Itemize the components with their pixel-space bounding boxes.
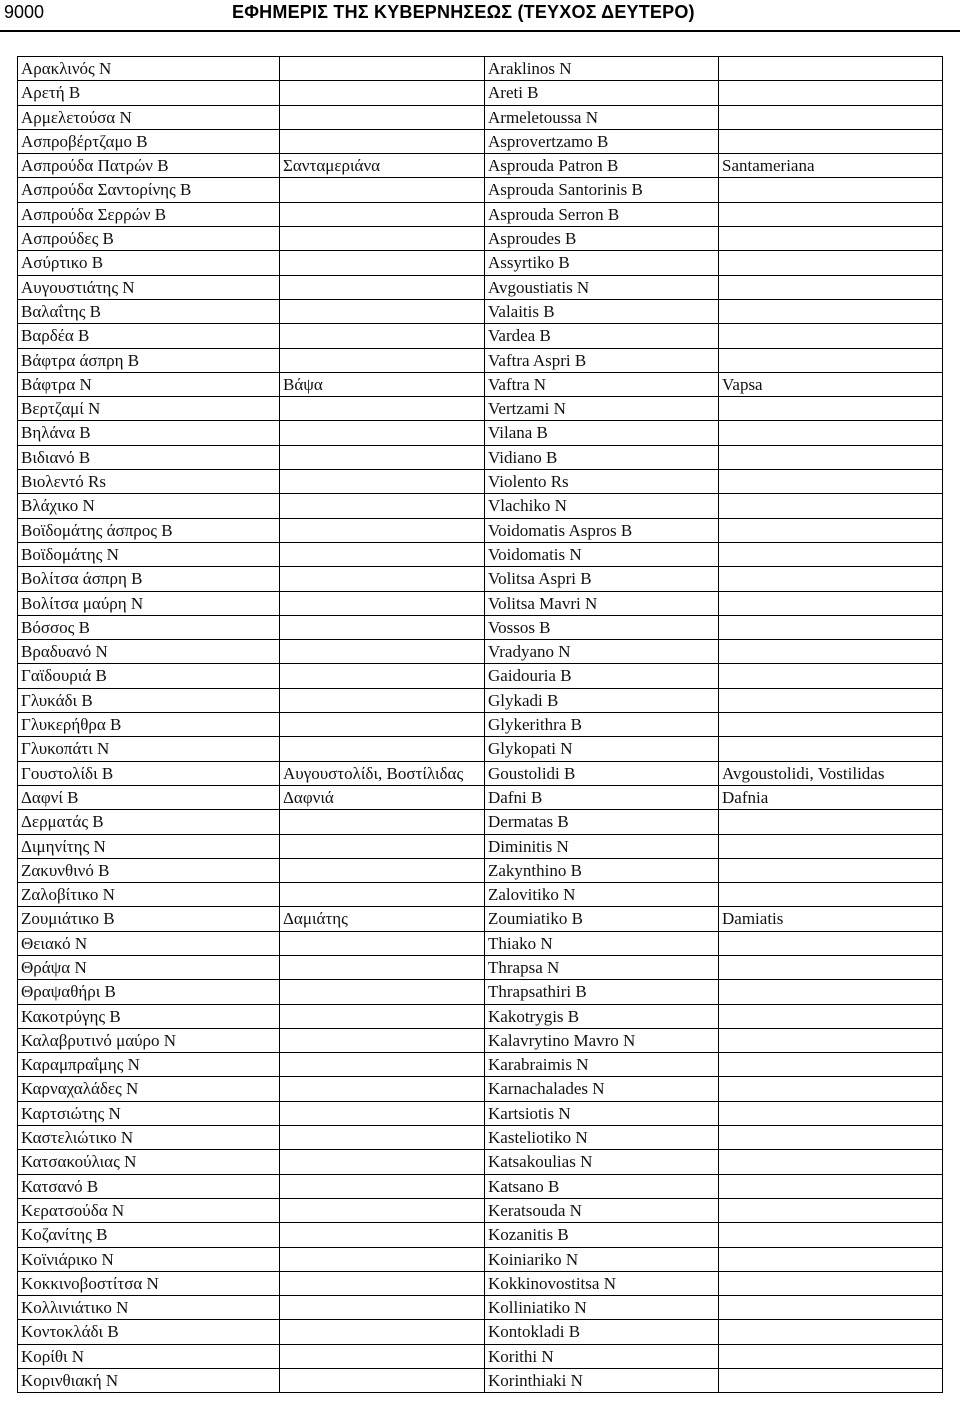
- latin-synonym-cell: [719, 494, 943, 518]
- greek-synonym-cell: [280, 737, 485, 761]
- greek-synonym-cell: [280, 202, 485, 226]
- latin-name-cell: Vlachiko N: [485, 494, 719, 518]
- table-row: [18, 1028, 943, 1052]
- latin-synonym-cell: [719, 81, 943, 105]
- page-header: [0, 0, 960, 30]
- latin-name-cell: Zoumiatiko B: [485, 907, 719, 931]
- table-row: [18, 324, 943, 348]
- greek-name-cell: Βιδιανό Β: [18, 445, 280, 469]
- latin-synonym-cell: [719, 834, 943, 858]
- greek-synonym-cell: [280, 567, 485, 591]
- table-row: [18, 275, 943, 299]
- greek-name-cell: Βόσσος Β: [18, 615, 280, 639]
- greek-name-cell: Βαρδέα Β: [18, 324, 280, 348]
- latin-name-cell: Thiako N: [485, 931, 719, 955]
- table-row: [18, 518, 943, 542]
- latin-synonym-cell: [719, 421, 943, 445]
- grape-varieties-table: [17, 56, 943, 1393]
- greek-synonym-cell: [280, 445, 485, 469]
- greek-synonym-cell: [280, 980, 485, 1004]
- greek-name-cell: Γλυκάδι Β: [18, 688, 280, 712]
- greek-name-cell: Βλάχικο Ν: [18, 494, 280, 518]
- latin-name-cell: Voidomatis Aspros B: [485, 518, 719, 542]
- latin-synonym-cell: [719, 105, 943, 129]
- greek-synonym-cell: [280, 1101, 485, 1125]
- latin-synonym-cell: [719, 955, 943, 979]
- greek-synonym-cell: [280, 931, 485, 955]
- latin-name-cell: Diminitis N: [485, 834, 719, 858]
- table-row: [18, 1369, 943, 1393]
- latin-name-cell: Vidiano B: [485, 445, 719, 469]
- latin-name-cell: Vertzami N: [485, 397, 719, 421]
- latin-name-cell: Zalovitiko N: [485, 883, 719, 907]
- greek-synonym-cell: [280, 1344, 485, 1368]
- latin-name-cell: Koiniariko N: [485, 1247, 719, 1271]
- greek-synonym-cell: [280, 251, 485, 275]
- greek-synonym-cell: [280, 397, 485, 421]
- latin-synonym-cell: [719, 348, 943, 372]
- latin-synonym-cell: [719, 1344, 943, 1368]
- greek-name-cell: Κερατσούδα Ν: [18, 1198, 280, 1222]
- greek-synonym-cell: [280, 1077, 485, 1101]
- greek-name-cell: Βάφτρα άσπρη Β: [18, 348, 280, 372]
- latin-name-cell: Kokkinovostitsa N: [485, 1271, 719, 1295]
- greek-name-cell: Καστελιώτικο Ν: [18, 1126, 280, 1150]
- greek-synonym-cell: Δαφνιά: [280, 785, 485, 809]
- latin-synonym-cell: [719, 57, 943, 81]
- table-row: [18, 57, 943, 81]
- latin-synonym-cell: [719, 470, 943, 494]
- latin-synonym-cell: [719, 567, 943, 591]
- table-row: [18, 883, 943, 907]
- table-row: [18, 421, 943, 445]
- latin-name-cell: Kalavrytino Mavro N: [485, 1028, 719, 1052]
- latin-name-cell: Keratsouda N: [485, 1198, 719, 1222]
- latin-synonym-cell: [719, 1369, 943, 1393]
- greek-name-cell: Ασύρτικο Β: [18, 251, 280, 275]
- table-row: [18, 1296, 943, 1320]
- greek-synonym-cell: [280, 1247, 485, 1271]
- latin-name-cell: Assyrtiko B: [485, 251, 719, 275]
- latin-name-cell: Dafni B: [485, 785, 719, 809]
- latin-synonym-cell: [719, 858, 943, 882]
- latin-name-cell: Korinthiaki N: [485, 1369, 719, 1393]
- latin-synonym-cell: [719, 737, 943, 761]
- greek-synonym-cell: [280, 640, 485, 664]
- table-row: [18, 640, 943, 664]
- table-row: [18, 542, 943, 566]
- latin-name-cell: Dermatas B: [485, 810, 719, 834]
- greek-synonym-cell: [280, 664, 485, 688]
- latin-synonym-cell: [719, 1004, 943, 1028]
- table-row: [18, 567, 943, 591]
- greek-synonym-cell: [280, 348, 485, 372]
- greek-synonym-cell: Βάψα: [280, 372, 485, 396]
- table-row: [18, 299, 943, 323]
- table-row: [18, 1223, 943, 1247]
- table-body: [18, 57, 943, 1393]
- latin-name-cell: Karnachalades N: [485, 1077, 719, 1101]
- latin-name-cell: Katsakoulias N: [485, 1150, 719, 1174]
- greek-name-cell: Αρακλινός Ν: [18, 57, 280, 81]
- latin-name-cell: Korithi N: [485, 1344, 719, 1368]
- latin-name-cell: Vossos B: [485, 615, 719, 639]
- page-number: 9000: [4, 2, 45, 22]
- latin-name-cell: Vaftra N: [485, 372, 719, 396]
- table-row: [18, 980, 943, 1004]
- latin-name-cell: Asprouda Santorinis B: [485, 178, 719, 202]
- latin-synonym-cell: [719, 980, 943, 1004]
- greek-name-cell: Κακοτρύγης Β: [18, 1004, 280, 1028]
- latin-synonym-cell: [719, 640, 943, 664]
- latin-synonym-cell: [719, 445, 943, 469]
- greek-name-cell: Καρναχαλάδες Ν: [18, 1077, 280, 1101]
- greek-synonym-cell: [280, 1320, 485, 1344]
- greek-name-cell: Ζαλοβίτικο Ν: [18, 883, 280, 907]
- greek-name-cell: Θειακό Ν: [18, 931, 280, 955]
- table-row: [18, 1344, 943, 1368]
- latin-synonym-cell: [719, 1174, 943, 1198]
- greek-synonym-cell: [280, 1028, 485, 1052]
- table-row: [18, 372, 943, 396]
- greek-name-cell: Αυγουστιάτης Ν: [18, 275, 280, 299]
- table-row: [18, 810, 943, 834]
- greek-name-cell: Βοϊδομάτης Ν: [18, 542, 280, 566]
- table-row: [18, 81, 943, 105]
- greek-synonym-cell: [280, 105, 485, 129]
- table-row: [18, 713, 943, 737]
- greek-synonym-cell: [280, 810, 485, 834]
- latin-synonym-cell: [719, 518, 943, 542]
- latin-synonym-cell: [719, 1198, 943, 1222]
- greek-synonym-cell: [280, 324, 485, 348]
- greek-name-cell: Ζουμιάτικο Β: [18, 907, 280, 931]
- greek-synonym-cell: [280, 57, 485, 81]
- greek-name-cell: Βαλαΐτης Β: [18, 299, 280, 323]
- latin-synonym-cell: [719, 664, 943, 688]
- latin-synonym-cell: [719, 810, 943, 834]
- latin-synonym-cell: [719, 324, 943, 348]
- latin-name-cell: Avgoustiatis N: [485, 275, 719, 299]
- table-row: [18, 858, 943, 882]
- greek-synonym-cell: [280, 1223, 485, 1247]
- greek-name-cell: Κατσακούλιας Ν: [18, 1150, 280, 1174]
- greek-synonym-cell: Δαμιάτης: [280, 907, 485, 931]
- greek-name-cell: Δαφνί Β: [18, 785, 280, 809]
- greek-name-cell: Κοζανίτης Β: [18, 1223, 280, 1247]
- greek-synonym-cell: [280, 688, 485, 712]
- greek-name-cell: Βοϊδομάτης άσπρος Β: [18, 518, 280, 542]
- greek-name-cell: Ζακυνθινό Β: [18, 858, 280, 882]
- greek-synonym-cell: [280, 858, 485, 882]
- latin-name-cell: Glykerithra B: [485, 713, 719, 737]
- greek-synonym-cell: [280, 1150, 485, 1174]
- latin-name-cell: Kolliniatiko N: [485, 1296, 719, 1320]
- greek-synonym-cell: [280, 955, 485, 979]
- latin-name-cell: Araklinos N: [485, 57, 719, 81]
- greek-synonym-cell: [280, 1271, 485, 1295]
- latin-name-cell: Kontokladi B: [485, 1320, 719, 1344]
- latin-synonym-cell: [719, 1053, 943, 1077]
- table-row: [18, 1077, 943, 1101]
- table-row: [18, 1198, 943, 1222]
- latin-name-cell: Goustolidi B: [485, 761, 719, 785]
- greek-name-cell: Γαϊδουριά Β: [18, 664, 280, 688]
- latin-synonym-cell: Damiatis: [719, 907, 943, 931]
- latin-synonym-cell: [719, 129, 943, 153]
- table-row: [18, 1101, 943, 1125]
- latin-name-cell: Kartsiotis N: [485, 1101, 719, 1125]
- greek-name-cell: Αρμελετούσα Ν: [18, 105, 280, 129]
- latin-synonym-cell: [719, 202, 943, 226]
- greek-name-cell: Διμηνίτης Ν: [18, 834, 280, 858]
- table-row: [18, 178, 943, 202]
- latin-name-cell: Areti B: [485, 81, 719, 105]
- greek-synonym-cell: [280, 713, 485, 737]
- table-row: [18, 494, 943, 518]
- latin-synonym-cell: [719, 275, 943, 299]
- greek-name-cell: Γλυκερήθρα Β: [18, 713, 280, 737]
- greek-name-cell: Καλαβρυτινό μαύρο Ν: [18, 1028, 280, 1052]
- latin-synonym-cell: [719, 615, 943, 639]
- greek-name-cell: Βιολεντό Rs: [18, 470, 280, 494]
- greek-synonym-cell: [280, 421, 485, 445]
- greek-name-cell: Καραμπραΐμης Ν: [18, 1053, 280, 1077]
- greek-synonym-cell: [280, 275, 485, 299]
- latin-name-cell: Kozanitis B: [485, 1223, 719, 1247]
- latin-synonym-cell: [719, 542, 943, 566]
- latin-synonym-cell: [719, 1320, 943, 1344]
- greek-synonym-cell: [280, 834, 485, 858]
- latin-name-cell: Valaitis B: [485, 299, 719, 323]
- greek-synonym-cell: [280, 1296, 485, 1320]
- latin-name-cell: Vradyano N: [485, 640, 719, 664]
- table-row: [18, 688, 943, 712]
- greek-name-cell: Βολίτσα άσπρη Β: [18, 567, 280, 591]
- greek-name-cell: Βραδυανό Ν: [18, 640, 280, 664]
- greek-name-cell: Ασπρούδα Σαντορίνης Β: [18, 178, 280, 202]
- latin-name-cell: Katsano B: [485, 1174, 719, 1198]
- table-row: [18, 1174, 943, 1198]
- latin-synonym-cell: Avgoustolidi, Vostilidas: [719, 761, 943, 785]
- latin-name-cell: Karabraimis N: [485, 1053, 719, 1077]
- latin-name-cell: Glykadi B: [485, 688, 719, 712]
- latin-synonym-cell: [719, 1223, 943, 1247]
- greek-name-cell: Βάφτρα Ν: [18, 372, 280, 396]
- greek-name-cell: Κοϊνιάρικο Ν: [18, 1247, 280, 1271]
- table-row: [18, 445, 943, 469]
- greek-synonym-cell: [280, 299, 485, 323]
- greek-synonym-cell: [280, 542, 485, 566]
- table-row: [18, 834, 943, 858]
- greek-name-cell: Θράψα Ν: [18, 955, 280, 979]
- latin-name-cell: Thrapsa N: [485, 955, 719, 979]
- table-row: [18, 785, 943, 809]
- latin-name-cell: Kasteliotiko N: [485, 1126, 719, 1150]
- table-row: [18, 907, 943, 931]
- latin-name-cell: Asprouda Patron B: [485, 154, 719, 178]
- table-row: [18, 1126, 943, 1150]
- table-row: [18, 955, 943, 979]
- latin-synonym-cell: [719, 1028, 943, 1052]
- greek-name-cell: Βερτζαμί Ν: [18, 397, 280, 421]
- latin-name-cell: Kakotrygis B: [485, 1004, 719, 1028]
- greek-synonym-cell: [280, 129, 485, 153]
- latin-name-cell: Thrapsathiri B: [485, 980, 719, 1004]
- gazette-title: ΕΦΗΜΕΡΙΣ ΤΗΣ ΚΥΒΕΡΝΗΣΕΩΣ (ΤΕΥΧΟΣ ΔΕΥΤΕΡΟ): [232, 2, 695, 22]
- table-row: [18, 1271, 943, 1295]
- table-row: [18, 931, 943, 955]
- table-row: [18, 129, 943, 153]
- latin-synonym-cell: [719, 178, 943, 202]
- latin-name-cell: Violento Rs: [485, 470, 719, 494]
- greek-synonym-cell: [280, 227, 485, 251]
- latin-synonym-cell: [719, 251, 943, 275]
- table-row: [18, 154, 943, 178]
- latin-synonym-cell: [719, 397, 943, 421]
- table-row: [18, 470, 943, 494]
- latin-synonym-cell: [719, 931, 943, 955]
- greek-synonym-cell: [280, 1369, 485, 1393]
- latin-name-cell: Volitsa Mavri N: [485, 591, 719, 615]
- latin-synonym-cell: [719, 1271, 943, 1295]
- latin-synonym-cell: [719, 1077, 943, 1101]
- latin-name-cell: Armeletoussa N: [485, 105, 719, 129]
- table-row: [18, 737, 943, 761]
- greek-name-cell: Θραψαθήρι Β: [18, 980, 280, 1004]
- greek-synonym-cell: [280, 591, 485, 615]
- table-row: [18, 348, 943, 372]
- greek-name-cell: Αρετή Β: [18, 81, 280, 105]
- table-row: [18, 664, 943, 688]
- table-row: [18, 202, 943, 226]
- latin-synonym-cell: [719, 1101, 943, 1125]
- greek-synonym-cell: [280, 1004, 485, 1028]
- latin-synonym-cell: [719, 299, 943, 323]
- latin-synonym-cell: Santameriana: [719, 154, 943, 178]
- greek-synonym-cell: [280, 1053, 485, 1077]
- greek-synonym-cell: [280, 615, 485, 639]
- latin-synonym-cell: [719, 688, 943, 712]
- greek-synonym-cell: Αυγουστολίδι, Βοστίλιδας: [280, 761, 485, 785]
- greek-synonym-cell: [280, 470, 485, 494]
- latin-synonym-cell: [719, 1296, 943, 1320]
- greek-name-cell: Κοκκινοβοστίτσα Ν: [18, 1271, 280, 1295]
- latin-synonym-cell: Vapsa: [719, 372, 943, 396]
- greek-synonym-cell: [280, 178, 485, 202]
- greek-synonym-cell: Σανταμεριάνα: [280, 154, 485, 178]
- greek-name-cell: Κορινθιακή Ν: [18, 1369, 280, 1393]
- latin-name-cell: Vaftra Aspri B: [485, 348, 719, 372]
- latin-name-cell: Vilana B: [485, 421, 719, 445]
- greek-name-cell: Γλυκοπάτι Ν: [18, 737, 280, 761]
- greek-synonym-cell: [280, 518, 485, 542]
- latin-synonym-cell: [719, 1150, 943, 1174]
- greek-synonym-cell: [280, 1174, 485, 1198]
- latin-synonym-cell: [719, 591, 943, 615]
- greek-name-cell: Ασπροβέρτζαμο Β: [18, 129, 280, 153]
- table-row: [18, 251, 943, 275]
- latin-name-cell: Zakynthino B: [485, 858, 719, 882]
- table-row: [18, 1320, 943, 1344]
- latin-name-cell: Asprouda Serron B: [485, 202, 719, 226]
- table-row: [18, 397, 943, 421]
- greek-name-cell: Κολλινιάτικο Ν: [18, 1296, 280, 1320]
- greek-name-cell: Κορίθι Ν: [18, 1344, 280, 1368]
- latin-name-cell: Asprovertzamo B: [485, 129, 719, 153]
- greek-name-cell: Καρτσιώτης Ν: [18, 1101, 280, 1125]
- greek-synonym-cell: [280, 1198, 485, 1222]
- greek-name-cell: Βολίτσα μαύρη Ν: [18, 591, 280, 615]
- greek-name-cell: Ασπρούδα Σερρών Β: [18, 202, 280, 226]
- table-row: [18, 1004, 943, 1028]
- latin-name-cell: Vardea B: [485, 324, 719, 348]
- greek-synonym-cell: [280, 883, 485, 907]
- greek-name-cell: Βηλάνα Β: [18, 421, 280, 445]
- greek-name-cell: Δερματάς Β: [18, 810, 280, 834]
- latin-synonym-cell: Dafnia: [719, 785, 943, 809]
- greek-name-cell: Κοντοκλάδι Β: [18, 1320, 280, 1344]
- greek-name-cell: Γουστολίδι Β: [18, 761, 280, 785]
- greek-synonym-cell: [280, 1126, 485, 1150]
- greek-name-cell: Ασπρούδες Β: [18, 227, 280, 251]
- table-row: [18, 1053, 943, 1077]
- greek-name-cell: Ασπρούδα Πατρών Β: [18, 154, 280, 178]
- latin-synonym-cell: [719, 883, 943, 907]
- latin-synonym-cell: [719, 1247, 943, 1271]
- latin-synonym-cell: [719, 227, 943, 251]
- latin-name-cell: Voidomatis N: [485, 542, 719, 566]
- latin-name-cell: Asproudes B: [485, 227, 719, 251]
- latin-name-cell: Glykopati N: [485, 737, 719, 761]
- latin-name-cell: Volitsa Aspri B: [485, 567, 719, 591]
- latin-synonym-cell: [719, 1126, 943, 1150]
- latin-synonym-cell: [719, 713, 943, 737]
- greek-synonym-cell: [280, 81, 485, 105]
- table-row: [18, 1150, 943, 1174]
- table-row: [18, 1247, 943, 1271]
- table-row: [18, 105, 943, 129]
- table-row: [18, 227, 943, 251]
- table-row: [18, 591, 943, 615]
- latin-name-cell: Gaidouria B: [485, 664, 719, 688]
- header-rule: [0, 30, 960, 32]
- table-row: [18, 761, 943, 785]
- greek-name-cell: Κατσανό Β: [18, 1174, 280, 1198]
- table-row: [18, 615, 943, 639]
- greek-synonym-cell: [280, 494, 485, 518]
